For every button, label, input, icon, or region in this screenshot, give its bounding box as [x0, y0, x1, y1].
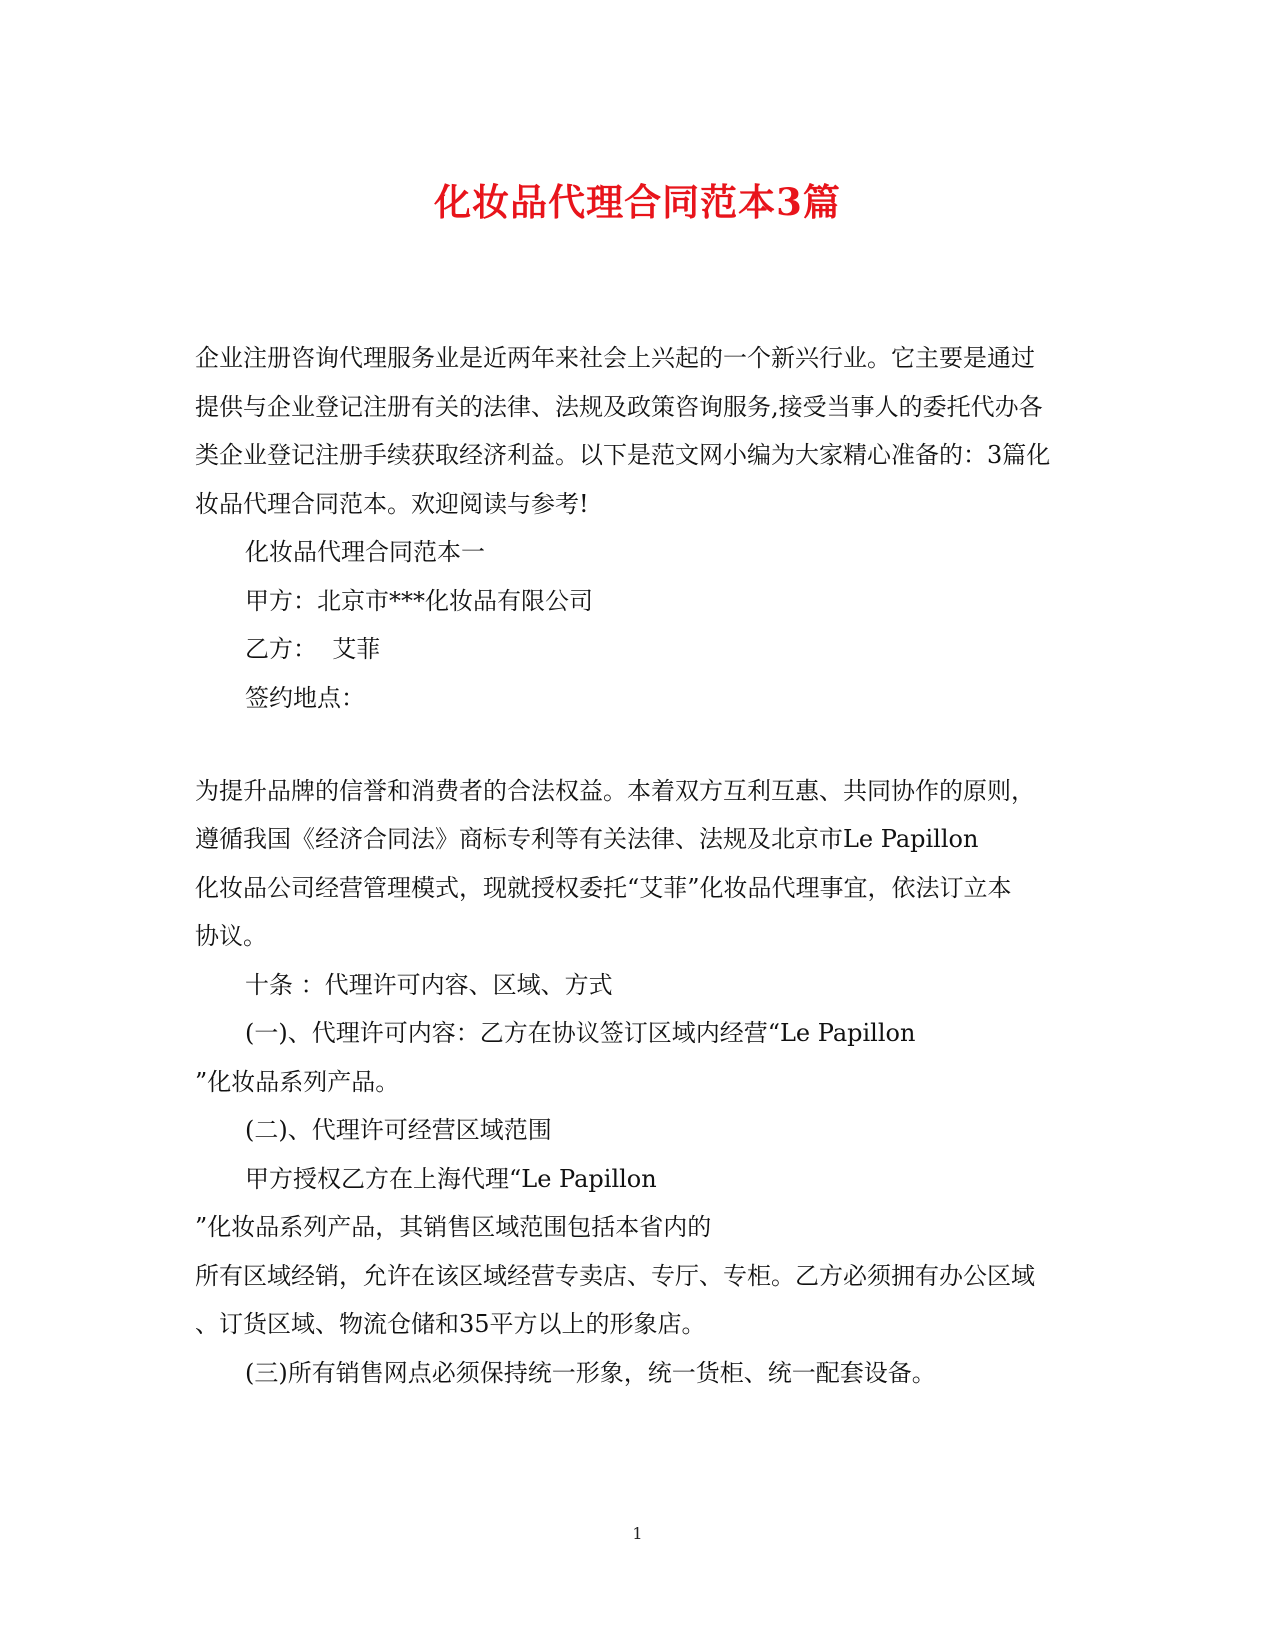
intro-line: 类企业登记注册手续获取经济利益。以下是范文网小编为大家精心准备的：3篇化	[195, 441, 1051, 469]
item-2-line: ”化妆品系列产品，其销售区域范围包括本省内的	[195, 1213, 712, 1241]
spacer	[195, 722, 1085, 771]
page-number: 1	[632, 1524, 643, 1543]
intro-paragraph	[195, 334, 1085, 528]
item-3: (三)所有销售网点必须保持统一形象，统一货柜、统一配套设备。	[245, 1358, 936, 1387]
item-1-line: ”化妆品系列产品。	[195, 1067, 400, 1096]
item-2	[195, 1155, 1085, 1349]
contract-heading: 化妆品代理合同范本一	[245, 538, 485, 566]
preamble-line: 为提升品牌的信誉和消费者的合法权益。本着双方互利互惠、共同协作的原则，	[195, 776, 1035, 805]
article-heading: 十条 ：代理许可内容、区域、方式	[245, 970, 613, 999]
intro-line: 妆品代理合同范本。欢迎阅读与参考!	[195, 489, 589, 518]
sign-location: 签约地点：	[245, 683, 365, 712]
item-2-line: 所有区域经销，允许在该区域经营专卖店、专厅、专柜。乙方必须拥有办公区域	[195, 1261, 1035, 1290]
intro-line: 提供与企业登记注册有关的法律、法规及政策咨询服务,接受当事人的委托代办各	[195, 392, 1043, 421]
item-1-line: (一)、代理许可内容：乙方在协议签订区域内经营“Le Papillon	[245, 1019, 916, 1047]
item-2-line: 甲方授权乙方在上海代理“Le Papillon	[245, 1164, 657, 1193]
preamble-line: 协议。	[195, 922, 267, 950]
preamble-line: 化妆品公司经营管理模式，现就授权委托“艾菲”化妆品代理事宜，依法订立本	[195, 873, 1012, 902]
item-1	[195, 1009, 1085, 1106]
preamble-paragraph	[195, 767, 1085, 961]
intro-line: 企业注册咨询代理服务业是近两年来社会上兴起的一个新兴行业。它主要是通过	[195, 344, 1035, 372]
document-body	[195, 334, 1085, 1397]
document-title: 化妆品代理合同范本3篇	[434, 180, 841, 224]
item-2-line: 、订货区域、物流仓储和35平方以上的形象店。	[195, 1310, 706, 1338]
preamble-line: 遵循我国《经济合同法》商标专利等有关法律、法规及北京市Le Papillon	[195, 825, 979, 853]
party-a: 甲方：北京市***化妆品有限公司	[245, 586, 593, 615]
party-b: 乙方： 艾菲	[245, 635, 381, 663]
item-2-heading: (二)、代理许可经营区域范围	[245, 1116, 552, 1144]
